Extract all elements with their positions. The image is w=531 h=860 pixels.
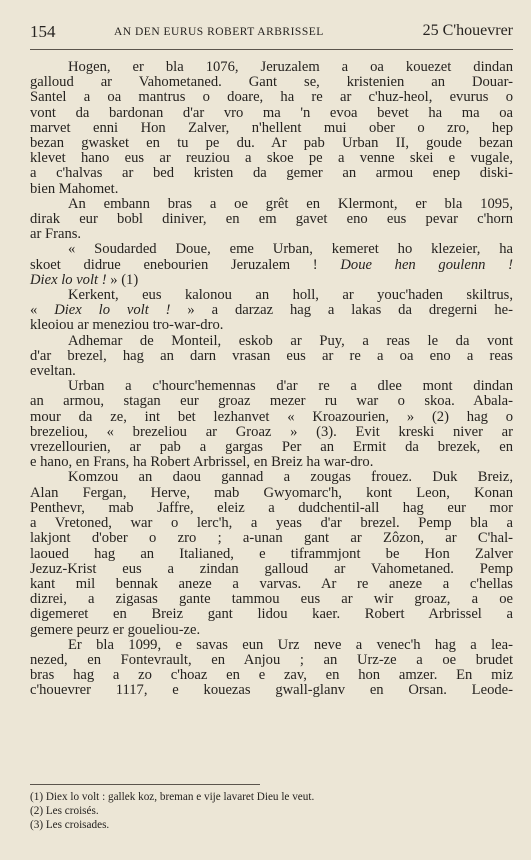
text-line: skoet didrue enebourien Jeruzalem ! Doue hen goulenn !: [30, 256, 513, 273]
text-line: An embann bras a oe grêt en Klermont, er bla 1095,: [68, 195, 513, 212]
text-line: klevet hano eus ar reuziou a skoe pe a venne skei e vugale,: [30, 150, 513, 167]
text-line: « Diex lo volt ! » a darzaz hag a lakas da dregerni he-: [30, 302, 513, 319]
text-line: bien Mahomet.: [30, 180, 119, 197]
text-line: dirak eur bobl diniver, en em gavet eno eus pevar c'horn: [30, 211, 513, 228]
text-line: a c'halvas ar bed kristen da gemer an armou enep diski-: [30, 165, 513, 182]
text-line: dizrei, a zigasas gante tammou eus ar wir groaz, a oe: [30, 591, 513, 608]
text-line: d'ar brezel, hag an darn vrasan eus ar re a oa eno a reas: [30, 347, 513, 364]
text-line: digemeret en Breiz gant lidou kaer. Robert Arbrissel a: [30, 606, 513, 623]
page-header: [30, 22, 513, 44]
text-line: Adhemar de Monteil, eskob ar Puy, a reas le da vont: [68, 332, 513, 349]
text-line: c'houevrer 1117, e kouezas gwall-glanv en Orsan. Leode-: [30, 682, 513, 699]
text-line: Er bla 1099, e savas eun Urz neve a venec'h hag a lea-: [68, 636, 513, 653]
text-line: ar Frans.: [30, 226, 82, 243]
text-line: gemere peurz er goueliou-ze.: [30, 621, 201, 638]
text-line: bezan gwasket en tu pe du. Ar pab Urban II, goude bezan: [30, 135, 513, 152]
text-line: marvet enni Hon Zalver, n'hellent mui ober o zro, hep: [30, 119, 513, 136]
footnotes: [30, 790, 513, 832]
page-number: 154: [30, 22, 56, 41]
text-line: Kerkent, eus kalonou an holl, ar youc'haden skiltrus,: [68, 287, 513, 304]
footnote: (1) Diex lo volt : gallek koz, breman e vije lavaret Dieu le veut.: [30, 791, 315, 803]
text-line: kleoiou ar meneziou tro-war-dro.: [30, 317, 224, 334]
text-line: galloud ar Vahometaned. Gant se, kristenien an Douar-: [30, 74, 513, 91]
text-line: nezed, en Fontevrault, en Anjou ; an Urz-ze a oe brudet: [30, 651, 513, 668]
header-rule: [30, 49, 513, 50]
text-line: bras hag a zo c'hoaz en e zav, en hon amzer. En miz: [30, 667, 513, 684]
text-line: e hano, en Frans, ha Robert Arbrissel, en Breiz ha war-dro.: [30, 454, 374, 471]
text-line: Jezuz-Krist eus a zindan galloud ar Vahometaned. Pemp: [30, 560, 513, 577]
text-line: laoued hag an Italianed, e tiframmjont be Hon Zalver: [30, 545, 513, 562]
text-line: Hogen, er bla 1076, Jeruzalem a oa kouezet dindan: [68, 59, 513, 75]
text-line: Alan Fergan, Herve, mab Gwyomarc'h, kont Leon, Konan: [30, 484, 513, 501]
text-line: mour da ze, int bet lezhanvet « Kroazourien, » (2) hag o: [30, 408, 513, 425]
footnote: (3) Les croisades.: [30, 819, 110, 831]
text-line: Penthevr, mab Jaffre, eleiz a dudchentil-all hag eur mor: [30, 499, 513, 516]
text-line: lakjont d'ober o zro ; a-unan gant ar Zôzon, ar C'hal-: [30, 530, 513, 547]
text-line: kant mil bennak aneze a varvas. Ar re aneze a c'hellas: [30, 575, 513, 592]
text-line: eveltan.: [30, 363, 76, 380]
text-line: Santel a oa mantrus o doare, ha re ar c'huz-heol, evurus o: [30, 89, 513, 106]
text-line: an armou, stagan eur groaz mezer ru war o skoa. Abala-: [30, 393, 513, 410]
chapter-date: 25 C'houevrer: [422, 22, 513, 39]
footnote-rule: [30, 784, 260, 785]
text-line: brezeliou, « brezeliou ar Groaz » (3). Evit kreski niver ar: [30, 423, 513, 440]
text-line: « Soudarded Doue, eme Urban, kemeret ho klezeier, ha: [68, 241, 513, 258]
footnote: (2) Les croisés.: [30, 805, 99, 817]
text-line: Urban a c'hourc'hemennas d'ar re a dlee mont dindan: [68, 378, 513, 395]
body-text: [30, 60, 513, 699]
text-line: vont da bardonan d'ar vro ma 'n evoa bevet ha ma oa: [30, 104, 513, 121]
text-line: vrezellourien, ar pab a gargas Per an Ermit da brezek, en: [30, 439, 513, 456]
text-line: Diex lo volt ! » (1): [30, 271, 139, 288]
text-line: Komzou an daou gannad a zougas frouez. Duk Breiz,: [68, 469, 513, 486]
text-line: a Vretoned, war o lerc'h, a yeas d'ar brezel. Pemp bla a: [30, 515, 513, 532]
running-title: AN DEN EURUS ROBERT ARBRISSEL: [114, 26, 324, 38]
